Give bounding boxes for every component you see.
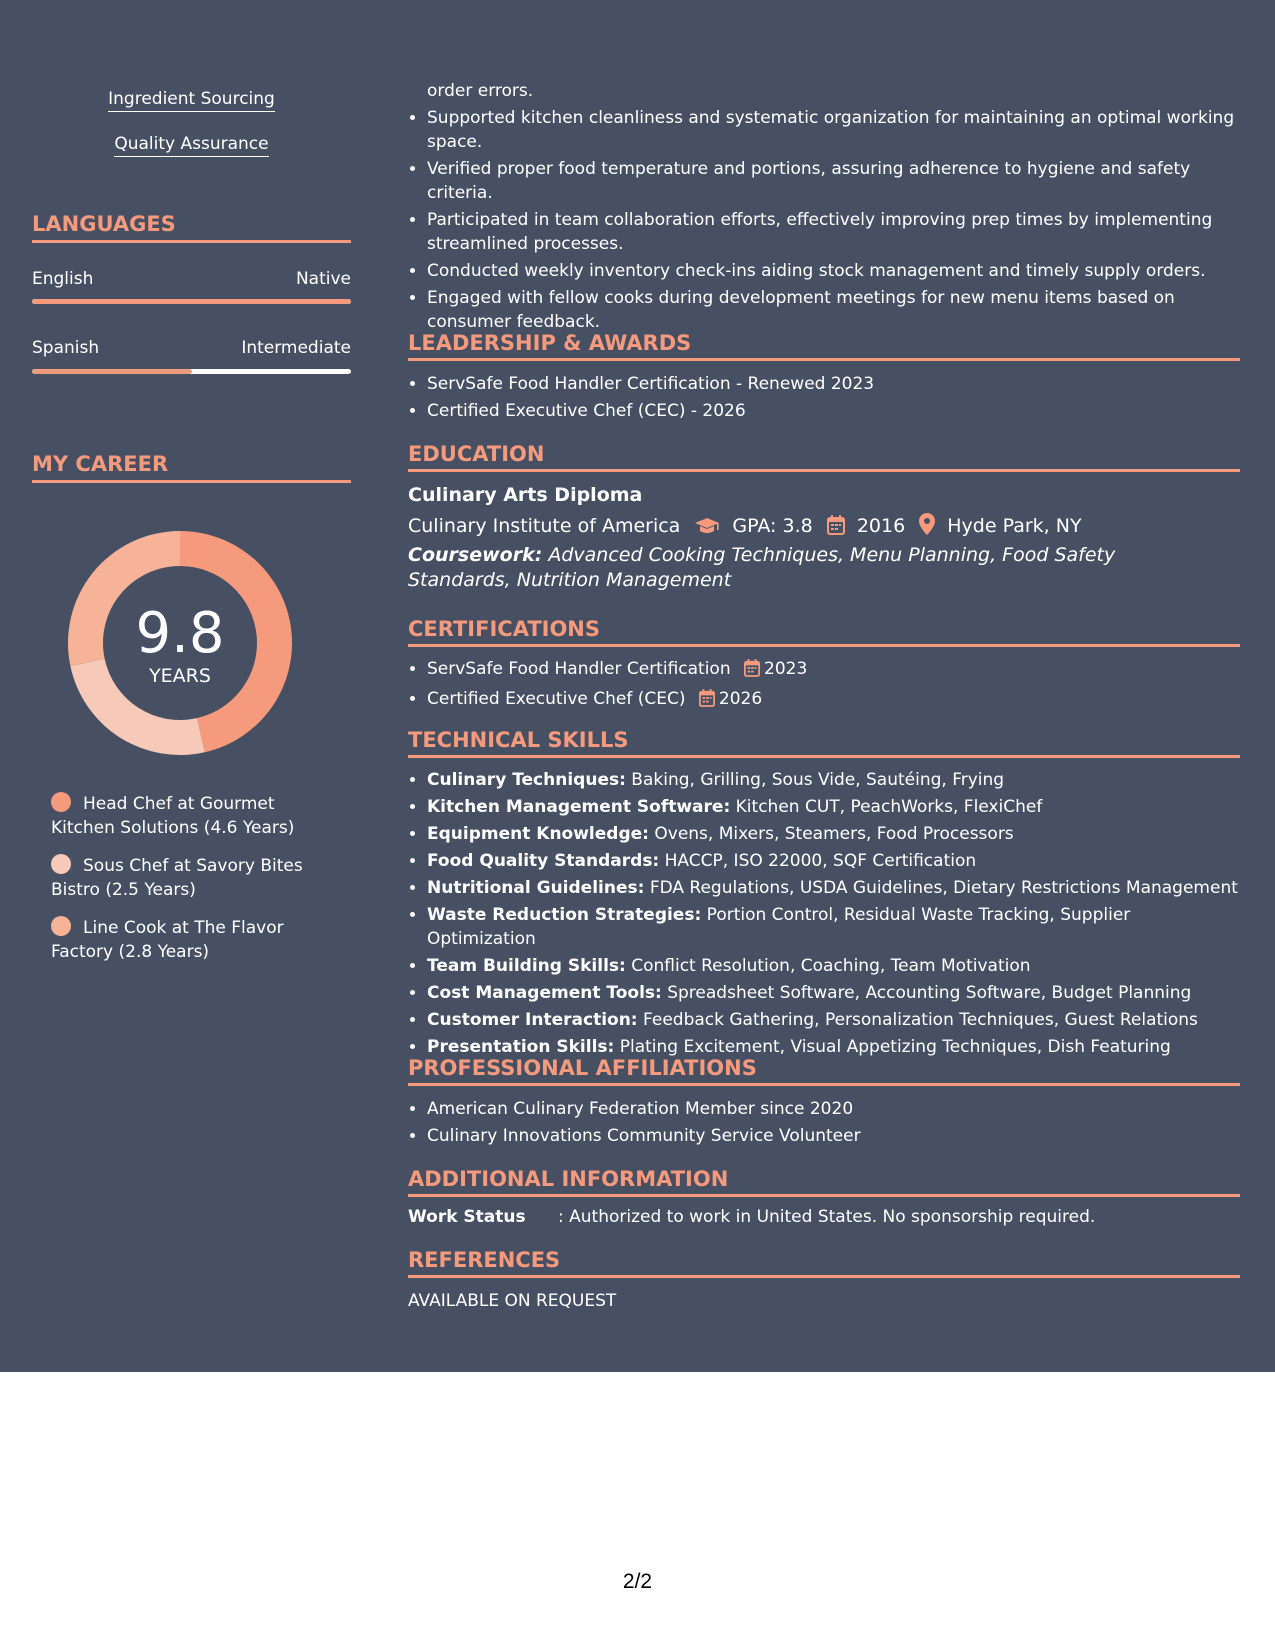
career-legend — [51, 792, 341, 978]
list-item: • Participated in team collaboration efforts, effectively improving prep times by implementing streamlined processes. — [427, 208, 1240, 256]
list-item: • Equipment Knowledge: Ovens, Mixers, Steamers, Food Processors — [427, 822, 1240, 846]
legend-item: Head Chef at Gourmet Kitchen Solutions (4.6 Years) — [51, 794, 295, 838]
additional-info-heading: ADDITIONAL INFORMATION — [408, 1165, 1240, 1197]
legend-item: Line Cook at The Flavor Factory (2.8 Years) — [51, 918, 284, 962]
list-item: • Certified Executive Chef (CEC) - 2026 — [427, 399, 1240, 423]
legend-dot-icon — [51, 916, 71, 936]
certifications-heading: CERTIFICATIONS — [408, 615, 1240, 647]
work-status-label: Work Status — [408, 1207, 526, 1227]
gpa: GPA: 3.8 — [732, 515, 813, 537]
languages-heading: LANGUAGES — [32, 210, 351, 243]
skill-chip: Ingredient Sourcing — [32, 88, 351, 110]
location-pin-icon — [919, 513, 935, 542]
language-bar-fill — [32, 299, 351, 304]
graduation-cap-icon — [694, 516, 720, 542]
school-name: Culinary Institute of America — [408, 515, 681, 537]
graduation-year: 2016 — [856, 515, 906, 537]
coursework-text: Advanced Cooking Techniques, Menu Planning, Food Safety Standards, Nutrition Management — [408, 544, 1116, 591]
language-row-spanish — [32, 336, 351, 360]
affiliations-list — [408, 1097, 1240, 1151]
language-row-english — [32, 267, 351, 291]
list-item: • Presentation Skills: Plating Excitement, Visual Appetizing Techniques, Dish Featuring — [427, 1035, 1240, 1059]
page-number: 2/2 — [622, 1570, 653, 1593]
legend-dot-icon — [51, 792, 71, 812]
legend-item: Sous Chef at Savory Bites Bistro (2.5 Years) — [51, 856, 303, 900]
list-item: • Food Quality Standards: HACCP, ISO 22000, SQF Certification — [427, 849, 1240, 873]
language-name: English — [32, 269, 94, 289]
language-bar-fill — [32, 369, 192, 374]
language-bar-spanish — [32, 369, 351, 374]
technical-skills-heading: TECHNICAL SKILLS — [408, 726, 1240, 758]
work-status — [408, 1205, 1095, 1229]
list-item: • Customer Interaction: Feedback Gathering, Personalization Techniques, Guest Relations — [427, 1008, 1240, 1032]
list-item: • Cost Management Tools: Spreadsheet Software, Accounting Software, Budget Planning — [427, 981, 1240, 1005]
references-text: AVAILABLE ON REQUEST — [408, 1291, 617, 1311]
list-item: • Culinary Innovations Community Service Volunteer — [427, 1124, 1240, 1148]
coursework-label: Coursework: — [408, 544, 543, 566]
list-item: • Nutritional Guidelines: FDA Regulations, USDA Guidelines, Dietary Restrictions Management — [427, 876, 1240, 900]
list-item: • Certified Executive Chef (CEC) 2026 — [427, 687, 1240, 714]
language-name: Spanish — [32, 338, 100, 358]
certifications-list — [408, 657, 1240, 717]
list-item: • Supported kitchen cleanliness and systematic organization for maintaining an optimal working space. — [427, 106, 1240, 154]
list-item: • Engaged with fellow cooks during development meetings for new menu items based on consumer feedback. — [427, 286, 1240, 334]
career-total-years: 9.8 — [135, 601, 225, 666]
experience-continued-text: order errors. — [427, 81, 534, 101]
list-item: • Verified proper food temperature and portions, assuring adherence to hygiene and safety criteria. — [427, 157, 1240, 205]
list-item: • ServSafe Food Handler Certification - Renewed 2023 — [427, 372, 1240, 396]
list-item: • Conducted weekly inventory check-ins aiding stock management and timely supply orders. — [427, 259, 1240, 283]
calendar-icon — [699, 689, 715, 714]
career-heading: MY CAREER — [32, 450, 351, 483]
career-total-unit: YEARS — [149, 665, 211, 687]
experience-bullets — [408, 106, 1240, 337]
language-level: Intermediate — [241, 338, 351, 358]
career-donut-chart — [67, 530, 293, 756]
calendar-icon — [744, 659, 760, 684]
list-item: • Kitchen Management Software: Kitchen CUT, PeachWorks, FlexiChef — [427, 795, 1240, 819]
list-item: • Waste Reduction Strategies: Portion Control, Residual Waste Tracking, Supplier Optimization — [427, 903, 1240, 951]
language-level: Native — [295, 269, 351, 289]
language-bar-english — [32, 299, 351, 304]
list-item: • Team Building Skills: Conflict Resolution, Coaching, Team Motivation — [427, 954, 1240, 978]
degree-title: Culinary Arts Diploma — [408, 484, 643, 506]
skill-chip: Quality Assurance — [32, 133, 351, 155]
calendar-icon — [827, 515, 845, 542]
affiliations-heading: PROFESSIONAL AFFILIATIONS — [408, 1054, 1240, 1086]
work-status-value: : Authorized to work in United States. No sponsorship required. — [558, 1207, 1096, 1227]
education-heading: EDUCATION — [408, 440, 1240, 472]
list-item: • American Culinary Federation Member since 2020 — [427, 1097, 1240, 1121]
leadership-heading: LEADERSHIP & AWARDS — [408, 329, 1240, 361]
leadership-list — [408, 372, 1240, 426]
technical-skills-list — [408, 768, 1240, 1062]
list-item: • Culinary Techniques: Baking, Grilling, Sous Vide, Sautéing, Frying — [427, 768, 1240, 792]
legend-dot-icon — [51, 854, 71, 874]
donut-center — [67, 530, 293, 756]
list-item: • ServSafe Food Handler Certification 2023 — [427, 657, 1240, 684]
school-location: Hyde Park, NY — [947, 515, 1082, 537]
coursework — [408, 543, 1208, 593]
references-heading: REFERENCES — [408, 1246, 1240, 1278]
education-details — [408, 513, 1082, 542]
